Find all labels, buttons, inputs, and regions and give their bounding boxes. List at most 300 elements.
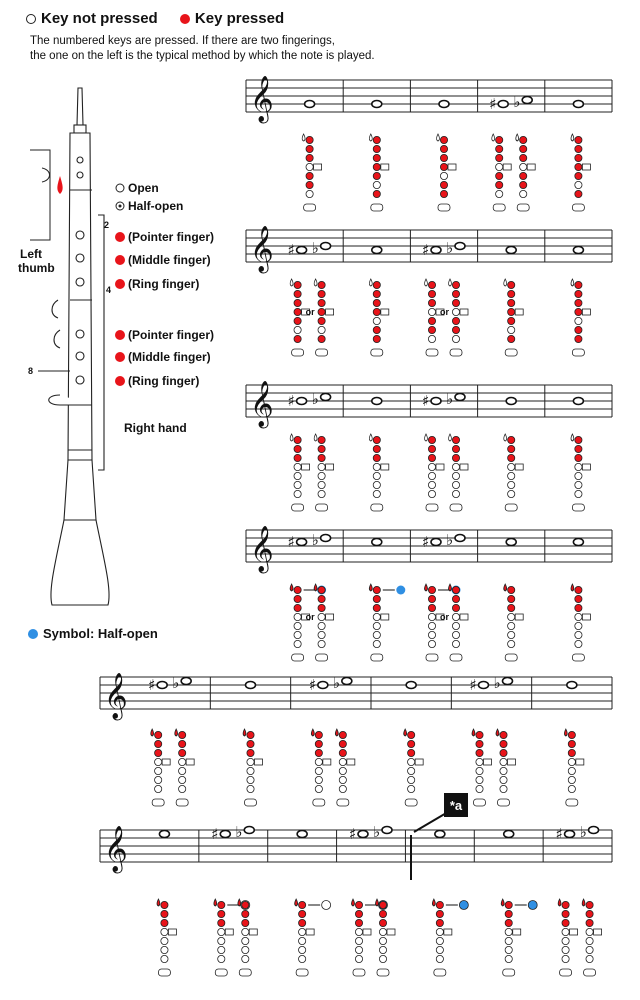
open-key-icon [440, 172, 447, 179]
pressed-key-icon [218, 919, 225, 926]
fingering-diagram [369, 584, 405, 661]
open-key-icon [294, 481, 301, 488]
open-key-icon [586, 937, 593, 944]
note-head [573, 539, 583, 546]
note-head [220, 831, 230, 838]
pressed-key-icon [373, 136, 380, 143]
open-key-icon [373, 481, 380, 488]
staff-row [246, 76, 612, 211]
open-key-icon [436, 937, 443, 944]
fingering-diagram [314, 584, 334, 661]
open-key-icon [452, 463, 459, 470]
pressed-key-icon [568, 749, 575, 756]
open-key-icon [373, 317, 380, 324]
key-2-label: 2 [104, 220, 110, 230]
open-key-icon [520, 163, 527, 170]
open-key-icon [379, 928, 386, 935]
open-key-icon [575, 317, 582, 324]
pressed-key-icon [586, 910, 593, 917]
open-key-icon [373, 640, 380, 647]
fingering-diagram [157, 899, 177, 976]
open-key-icon [575, 472, 582, 479]
pressed-key-icon [294, 281, 301, 288]
open-key-icon [318, 640, 325, 647]
pressed-key-icon [505, 910, 512, 917]
pressed-key-icon [294, 290, 301, 297]
pressed-key-icon [508, 445, 515, 452]
pressed-key-icon [575, 190, 582, 197]
open-key-icon [373, 472, 380, 479]
open-key-icon [155, 785, 162, 792]
open-key-icon [575, 613, 582, 620]
pressed-key-icon [306, 136, 313, 143]
staff-row [100, 823, 612, 976]
open-key-icon [318, 622, 325, 629]
pressed-key-icon [379, 901, 386, 908]
label-left-middle: (Middle finger) [128, 253, 211, 267]
pressed-key-icon [505, 901, 512, 908]
open-key-icon [575, 631, 582, 638]
open-key-icon [155, 776, 162, 783]
note-head [431, 398, 441, 405]
open-key-icon [476, 767, 483, 774]
open-key-icon [408, 785, 415, 792]
open-key-icon [318, 631, 325, 638]
fingering-diagram [571, 134, 591, 211]
pressed-key-icon [379, 910, 386, 917]
note-head [372, 101, 382, 108]
pressed-key-icon [247, 749, 254, 756]
fingering-diagram [571, 434, 591, 511]
open-key-icon [428, 335, 435, 342]
pressed-key-icon [575, 163, 582, 170]
pressed-key-icon [373, 436, 380, 443]
half-open-symbol-icon [396, 586, 405, 595]
fingering-diagram [504, 584, 524, 661]
legend-pressed: Key pressed [180, 10, 284, 27]
pressed-key-icon [500, 731, 507, 738]
pressed-key-icon [508, 454, 515, 461]
note-head [159, 831, 169, 838]
pressed-key-icon [575, 586, 582, 593]
fingering-diagram [504, 434, 524, 511]
open-key-icon [218, 955, 225, 962]
pressed-key-icon [155, 740, 162, 747]
note-head [297, 398, 307, 405]
staff-row [246, 381, 612, 511]
fingering-diagram [369, 279, 389, 356]
note-head [506, 247, 516, 254]
open-key-icon [452, 472, 459, 479]
open-key-icon [452, 613, 459, 620]
flat-icon: ♭ [579, 823, 587, 841]
red-key-icon [115, 330, 125, 340]
open-key-icon [379, 937, 386, 944]
fingering-diagram [516, 134, 536, 211]
open-key-icon [247, 758, 254, 765]
note-head [321, 394, 331, 401]
open-key-icon [339, 776, 346, 783]
pressed-key-icon [508, 335, 515, 342]
red-key-icon [115, 255, 125, 265]
open-key-icon [452, 308, 459, 315]
pressed-key-icon [452, 436, 459, 443]
note-head [573, 398, 583, 405]
pressed-key-icon [306, 145, 313, 152]
flat-icon: ♭ [311, 390, 319, 408]
open-key-icon [508, 631, 515, 638]
sharp-icon: ♯ [349, 825, 357, 843]
open-key-icon [452, 490, 459, 497]
pressed-key-icon [586, 919, 593, 926]
open-key-icon [505, 955, 512, 962]
open-key-icon [428, 472, 435, 479]
pressed-key-icon [575, 595, 582, 602]
fingering-diagram [501, 899, 537, 976]
pressed-key-icon [575, 308, 582, 315]
fingering-diagram [243, 729, 263, 806]
pressed-key-icon [318, 454, 325, 461]
pressed-key-icon [508, 604, 515, 611]
note-head [358, 831, 368, 838]
label-open: Open [128, 181, 159, 195]
open-key-icon [496, 190, 503, 197]
legend-not-pressed: Key not pressed [26, 10, 158, 27]
open-key-icon [294, 631, 301, 638]
open-key-icon [562, 928, 569, 935]
flat-icon: ♭ [373, 823, 381, 841]
open-key-icon [568, 758, 575, 765]
open-key-icon [355, 955, 362, 962]
pressed-key-icon [339, 731, 346, 738]
pressed-key-icon [436, 910, 443, 917]
pressed-key-icon [500, 749, 507, 756]
open-key-icon [247, 767, 254, 774]
treble-clef-icon: 𝄞 [250, 526, 274, 572]
label-right-middle: (Middle finger) [128, 350, 211, 364]
pressed-key-icon [179, 740, 186, 747]
annotation-a: *a [444, 793, 468, 817]
pressed-key-icon [575, 604, 582, 611]
open-key-icon [452, 631, 459, 638]
open-key-icon [242, 946, 249, 953]
pressed-key-icon [373, 604, 380, 611]
treble-clef-icon: 𝄞 [250, 226, 274, 272]
open-key-icon [294, 326, 301, 333]
pressed-key-icon [428, 445, 435, 452]
pressed-key-icon [294, 604, 301, 611]
open-key-icon [500, 776, 507, 783]
pressed-key-icon [500, 740, 507, 747]
label-left-ring: (Ring finger) [128, 277, 200, 291]
open-key-icon [339, 758, 346, 765]
pressed-key-icon [436, 919, 443, 926]
pressed-key-icon [299, 919, 306, 926]
open-key-icon [476, 758, 483, 765]
open-key-icon [339, 767, 346, 774]
open-key-icon [355, 946, 362, 953]
open-key-icon [161, 946, 168, 953]
open-key-icon [428, 481, 435, 488]
pressed-key-icon [318, 281, 325, 288]
pressed-key-icon [440, 145, 447, 152]
open-key-icon [586, 946, 593, 953]
treble-clef-icon: 𝄞 [250, 76, 274, 122]
note-head [439, 101, 449, 108]
flat-icon: ♭ [172, 674, 180, 692]
pressed-key-icon [508, 281, 515, 288]
sharp-icon: ♯ [469, 676, 477, 694]
pressed-key-icon [355, 919, 362, 926]
fingering-diagram [564, 729, 584, 806]
note-head [372, 398, 382, 405]
sharp-icon: ♯ [422, 533, 430, 551]
pressed-key-icon [373, 154, 380, 161]
flat-icon: ♭ [513, 93, 521, 111]
note-head [506, 539, 516, 546]
staff-row [246, 226, 612, 356]
open-key-icon [428, 463, 435, 470]
pressed-key-icon [306, 154, 313, 161]
pressed-key-icon [452, 281, 459, 288]
open-key-icon [452, 622, 459, 629]
staff-row [246, 526, 612, 661]
open-key-icon [428, 490, 435, 497]
pressed-key-icon [318, 299, 325, 306]
fingering-diagram [571, 279, 591, 356]
open-key-icon [562, 955, 569, 962]
sharp-icon: ♯ [287, 533, 295, 551]
pressed-key-icon [452, 299, 459, 306]
fingering-diagram [404, 729, 424, 806]
fingering-diagram [496, 729, 516, 806]
pressed-key-icon [247, 740, 254, 747]
pressed-key-icon [505, 919, 512, 926]
note-head [321, 535, 331, 542]
fingering-diagram [314, 279, 334, 356]
open-key-icon [315, 776, 322, 783]
left-thumb-key [30, 150, 63, 240]
treble-clef-icon: 𝄞 [104, 673, 128, 719]
note-head [157, 682, 167, 689]
open-key-icon [161, 955, 168, 962]
open-key-icon [452, 640, 459, 647]
fingering-diagram [376, 899, 396, 976]
pressed-key-icon [318, 290, 325, 297]
pressed-key-icon [452, 604, 459, 611]
fingering-diagram [311, 729, 331, 806]
pressed-key-icon [428, 299, 435, 306]
left-thumb-label-2: thumb [18, 261, 55, 275]
open-key-icon [318, 613, 325, 620]
pressed-key-icon [568, 731, 575, 738]
open-key-icon [179, 776, 186, 783]
note-head [246, 682, 256, 689]
open-key-icon [562, 937, 569, 944]
pressed-key-icon [299, 901, 306, 908]
open-key-icon [306, 163, 313, 170]
pressed-key-icon [161, 910, 168, 917]
open-key-icon [496, 163, 503, 170]
pressed-key-icon [318, 586, 325, 593]
pressed-key-icon [318, 335, 325, 342]
pressed-key-icon [476, 740, 483, 747]
left-thumb-label: Left [20, 247, 42, 261]
pressed-key-icon [161, 919, 168, 926]
note-head [455, 243, 465, 250]
pressed-key-icon [452, 317, 459, 324]
open-key-icon [505, 928, 512, 935]
open-key-icon [218, 928, 225, 935]
pressed-key-icon [428, 436, 435, 443]
flat-icon: ♭ [446, 531, 454, 549]
pressed-key-icon [294, 308, 301, 315]
open-key-icon [247, 785, 254, 792]
open-key-icon [373, 622, 380, 629]
note-head [372, 539, 382, 546]
note-head [567, 682, 577, 689]
open-key-icon [508, 613, 515, 620]
pressed-key-icon [496, 154, 503, 161]
sharp-icon: ♯ [422, 241, 430, 259]
pressed-key-icon [373, 145, 380, 152]
open-key-icon [294, 622, 301, 629]
open-key-icon [505, 937, 512, 944]
label-right-ring: (Ring finger) [128, 374, 200, 388]
open-key-icon [568, 785, 575, 792]
key-8-label: 8 [28, 366, 34, 376]
open-key-icon [306, 190, 313, 197]
pressed-key-icon [575, 136, 582, 143]
pressed-key-icon [373, 595, 380, 602]
sharp-icon: ♯ [422, 392, 430, 410]
fingering-diagram [290, 434, 310, 511]
pressed-key-icon [373, 454, 380, 461]
flat-icon: ♭ [311, 531, 319, 549]
red-key-icon [115, 376, 125, 386]
sharp-icon: ♯ [287, 241, 295, 259]
open-key-icon [218, 937, 225, 944]
pressed-key-icon [568, 740, 575, 747]
fingering-diagram [449, 584, 469, 661]
open-key-icon [500, 758, 507, 765]
open-key-icon [318, 326, 325, 333]
fingering-diagram [504, 279, 524, 356]
fingering-diagram [437, 134, 457, 211]
pressed-key-icon [508, 317, 515, 324]
open-key-icon [242, 937, 249, 944]
open-key-icon [355, 937, 362, 944]
pressed-key-icon [294, 586, 301, 593]
open-key-icon [155, 767, 162, 774]
note-head [305, 101, 315, 108]
fingering-diagram [295, 899, 331, 976]
pressed-key-icon [440, 163, 447, 170]
open-key-icon [452, 335, 459, 342]
fingering-diagram [432, 899, 468, 976]
or-label: or [440, 307, 449, 317]
pressed-key-icon [373, 163, 380, 170]
pressed-key-icon [496, 136, 503, 143]
fingering-diagram [151, 729, 171, 806]
pressed-key-icon [355, 901, 362, 908]
fingering-diagram [175, 729, 195, 806]
note-head [479, 682, 489, 689]
red-key-icon [115, 279, 125, 289]
open-key-icon [379, 946, 386, 953]
or-label: or [305, 307, 315, 317]
pressed-key-icon [575, 299, 582, 306]
pressed-key-icon [155, 731, 162, 738]
note-head [431, 539, 441, 546]
blue-legend [28, 626, 158, 641]
open-key-icon [247, 776, 254, 783]
pressed-key-icon [339, 749, 346, 756]
open-key-icon [373, 631, 380, 638]
pressed-key-icon [294, 595, 301, 602]
pressed-key-icon [428, 281, 435, 288]
open-key-icon [318, 490, 325, 497]
open-key-icon [575, 463, 582, 470]
pressed-key-icon [562, 910, 569, 917]
instructions-line-2: the one on the left is the typical method by which the note is played. [30, 50, 375, 62]
fingering-diagram [425, 279, 445, 356]
pressed-key-icon [318, 308, 325, 315]
pressed-key-icon [318, 595, 325, 602]
pressed-key-icon [496, 181, 503, 188]
note-head [506, 398, 516, 405]
open-key-icon [355, 928, 362, 935]
open-key-icon [299, 955, 306, 962]
pressed-key-icon [428, 595, 435, 602]
pressed-key-icon [294, 454, 301, 461]
pressed-key-icon [520, 154, 527, 161]
fingering-diagram [335, 729, 355, 806]
note-head [297, 539, 307, 546]
fingering-diagram [582, 899, 602, 976]
note-head [321, 243, 331, 250]
note-head [297, 831, 307, 838]
pressed-key-icon [379, 919, 386, 926]
open-key-icon [179, 758, 186, 765]
note-head [244, 827, 254, 834]
pressed-key-icon [373, 281, 380, 288]
open-key-icon [575, 640, 582, 647]
half-open-symbol-icon [28, 629, 38, 639]
pressed-key-icon [218, 910, 225, 917]
note-head [406, 682, 416, 689]
open-key-icon [508, 640, 515, 647]
fingering-diagram [449, 279, 469, 356]
pressed-key-icon [373, 586, 380, 593]
open-key-icon [294, 640, 301, 647]
fingering-diagram [571, 584, 591, 661]
fingering-diagram [558, 899, 578, 976]
open-key-icon [575, 181, 582, 188]
pressed-key-icon [575, 445, 582, 452]
note-head [297, 247, 307, 254]
open-key-icon [161, 928, 168, 935]
sharp-icon: ♯ [287, 392, 295, 410]
open-key-icon [373, 613, 380, 620]
pressed-key-icon [440, 181, 447, 188]
open-key-icon [476, 785, 483, 792]
pressed-key-icon [294, 445, 301, 452]
open-key-icon [568, 776, 575, 783]
open-key-icon [315, 767, 322, 774]
fingering-diagram [492, 134, 512, 211]
or-label: or [305, 612, 315, 622]
